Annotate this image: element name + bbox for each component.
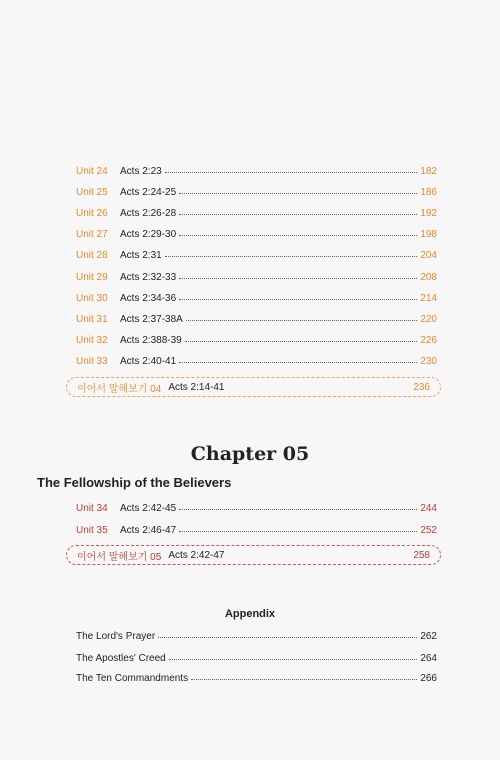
page-number: 252 [420, 524, 437, 536]
page-number: 204 [420, 249, 437, 261]
page-number: 220 [420, 313, 437, 325]
dot-leader [169, 658, 418, 660]
toc-row-unit-26[interactable] [76, 205, 437, 221]
scripture-ref: Acts 2:14-41 [168, 381, 225, 393]
scripture-ref: Acts 2:42-45 [120, 502, 177, 514]
chapter-subtitle: The Fellowship of the Believers [37, 475, 232, 490]
unit-label: Unit 34 [76, 502, 108, 514]
scripture-ref: Acts 2:26-28 [120, 207, 177, 219]
unit-label: Unit 30 [76, 292, 108, 304]
scripture-ref: Acts 2:40-41 [120, 355, 177, 367]
toc-row-unit-35[interactable] [76, 522, 437, 538]
toc-row-unit-27[interactable] [76, 226, 437, 242]
dot-leader [179, 213, 417, 215]
unit-label: Unit 25 [76, 186, 108, 198]
dot-leader [179, 508, 417, 510]
unit-label: Unit 33 [76, 355, 108, 367]
scripture-ref: Acts 2:23 [120, 165, 162, 177]
dot-leader [165, 255, 418, 257]
scripture-ref: Acts 2:29-30 [120, 228, 177, 240]
page-number: 198 [420, 228, 437, 240]
appendix-item-ten-commandments[interactable] [76, 670, 437, 686]
toc-row-unit-31[interactable] [76, 311, 437, 327]
dot-leader [179, 298, 417, 300]
review-label: 이어서 말해보기 05 [77, 551, 162, 563]
page-number: 208 [420, 271, 437, 283]
dot-leader [179, 530, 417, 532]
scripture-ref: Acts 2:32-33 [120, 271, 177, 283]
page-number: 262 [420, 630, 437, 642]
toc-row-unit-34[interactable] [76, 500, 437, 516]
toc-row-unit-25[interactable] [76, 184, 437, 200]
dot-leader [179, 192, 417, 194]
dot-leader [186, 319, 418, 321]
unit-label: Unit 31 [76, 313, 108, 325]
scripture-ref: Acts 2:24-25 [120, 186, 177, 198]
page-number: 244 [420, 502, 437, 514]
dot-leader [158, 636, 417, 638]
page-number: 258 [413, 549, 430, 561]
page-number: 266 [420, 672, 437, 684]
unit-label: Unit 24 [76, 165, 108, 177]
dot-leader [165, 171, 418, 173]
page-number: 264 [420, 652, 437, 664]
appendix-item-apostles-creed[interactable] [76, 650, 437, 666]
page-number: 230 [420, 355, 437, 367]
unit-label: Unit 32 [76, 334, 108, 346]
appendix-title: Appendix [224, 608, 276, 620]
review-04-box[interactable] [66, 377, 441, 397]
scripture-ref: Acts 2:37-38A [120, 313, 183, 325]
page-number: 192 [420, 207, 437, 219]
dot-leader [179, 234, 417, 236]
dot-leader [179, 361, 417, 363]
scripture-ref: Acts 2:42-47 [168, 549, 225, 561]
unit-label: Unit 27 [76, 228, 108, 240]
chapter-title: Chapter 05 [190, 443, 310, 465]
scripture-ref: Acts 2:34-36 [120, 292, 177, 304]
dot-leader [179, 277, 417, 279]
appendix-item-label: The Lord's Prayer [76, 630, 156, 642]
toc-row-unit-29[interactable] [76, 269, 437, 285]
unit-label: Unit 35 [76, 524, 108, 536]
appendix-item-lords-prayer[interactable] [76, 628, 437, 644]
page-number: 186 [420, 186, 437, 198]
toc-row-unit-30[interactable] [76, 290, 437, 306]
page-number: 236 [413, 381, 430, 393]
appendix-item-label: The Apostles' Creed [76, 652, 166, 664]
page-number: 214 [420, 292, 437, 304]
toc-row-unit-32[interactable] [76, 332, 437, 348]
page-number: 182 [420, 165, 437, 177]
toc-row-unit-33[interactable] [76, 353, 437, 369]
scripture-ref: Acts 2:31 [120, 249, 162, 261]
scripture-ref: Acts 2:46-47 [120, 524, 177, 536]
review-label: 이어서 말해보기 04 [77, 383, 162, 395]
toc-row-unit-24[interactable] [76, 163, 437, 179]
unit-label: Unit 26 [76, 207, 108, 219]
unit-label: Unit 28 [76, 249, 108, 261]
appendix-item-label: The Ten Commandments [76, 672, 189, 684]
dot-leader [191, 678, 417, 680]
unit-label: Unit 29 [76, 271, 108, 283]
review-05-box[interactable] [66, 545, 441, 565]
toc-row-unit-28[interactable] [76, 247, 437, 263]
page-number: 226 [420, 334, 437, 346]
scripture-ref: Acts 2:388-39 [120, 334, 182, 346]
dot-leader [185, 340, 418, 342]
